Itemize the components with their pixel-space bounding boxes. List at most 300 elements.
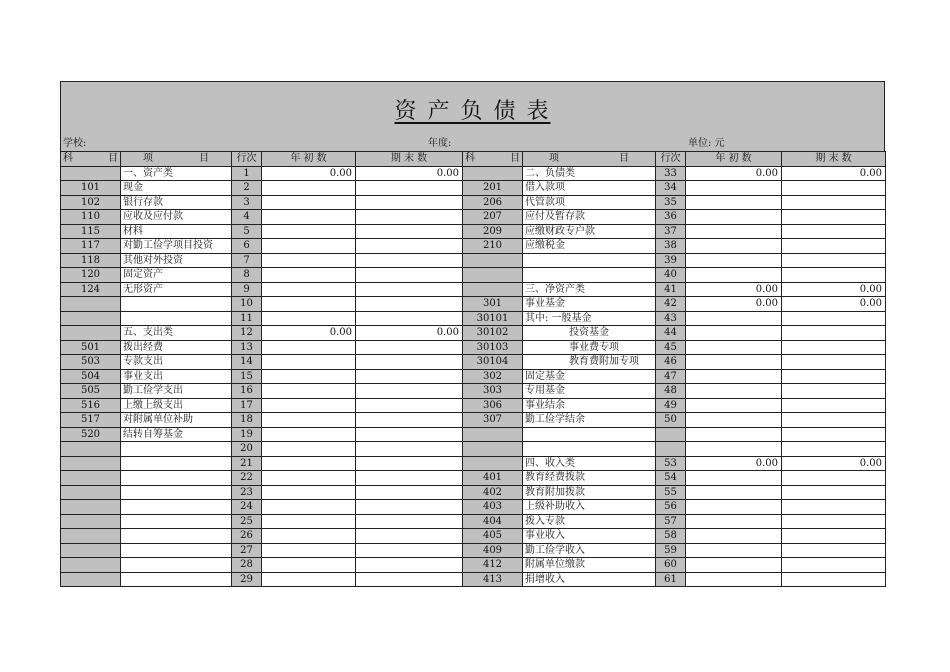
right-row-no-cell: 46 — [656, 355, 686, 370]
right-row-no-cell: 53 — [656, 456, 686, 471]
right-item-cell: 教育费附加专项 — [523, 355, 656, 370]
table-row — [61, 311, 886, 326]
right-end-cell[interactable]: 0.00 — [782, 282, 886, 297]
left-end-cell[interactable] — [356, 224, 463, 239]
left-end-cell[interactable] — [356, 340, 463, 355]
left-begin-cell[interactable] — [262, 514, 356, 529]
left-item-cell: 应收及应付款 — [121, 210, 232, 225]
table-row — [61, 471, 886, 486]
left-row-no-cell: 11 — [232, 311, 262, 326]
right-end-cell[interactable] — [782, 311, 886, 326]
header-row-no: 行次 — [232, 152, 262, 167]
right-row-no-cell: 39 — [656, 253, 686, 268]
right-begin-cell[interactable] — [686, 514, 782, 529]
header-subject: 科 目 — [61, 152, 121, 167]
right-begin-cell[interactable] — [686, 224, 782, 239]
right-end-cell[interactable] — [782, 558, 886, 573]
table-row — [61, 326, 886, 341]
left-row-no-cell: 6 — [232, 239, 262, 254]
left-end-cell[interactable] — [356, 311, 463, 326]
right-row-no-cell: 49 — [656, 398, 686, 413]
header-end: 期 末 数 — [356, 152, 463, 167]
left-row-no-cell: 9 — [232, 282, 262, 297]
table-row — [61, 369, 886, 384]
left-item-cell — [121, 442, 232, 457]
left-begin-cell[interactable] — [262, 210, 356, 225]
right-end-cell[interactable] — [782, 210, 886, 225]
right-end-cell[interactable] — [782, 326, 886, 341]
right-begin-cell[interactable] — [686, 311, 782, 326]
left-item-cell: 事业支出 — [121, 369, 232, 384]
right-item-cell: 教育附加拨款 — [523, 485, 656, 500]
left-begin-cell[interactable] — [262, 224, 356, 239]
left-end-cell[interactable]: 0.00 — [356, 166, 463, 181]
sheet-title: 资 产 负 债 表 — [394, 99, 551, 124]
left-row-no-cell: 2 — [232, 181, 262, 196]
left-end-cell[interactable] — [356, 384, 463, 399]
left-begin-cell[interactable] — [262, 239, 356, 254]
left-begin-cell[interactable] — [262, 558, 356, 573]
left-end-cell[interactable] — [356, 239, 463, 254]
right-code-cell: 30102 — [463, 326, 523, 341]
right-item-cell — [523, 427, 656, 442]
right-begin-cell[interactable] — [686, 485, 782, 500]
left-end-cell[interactable] — [356, 253, 463, 268]
right-end-cell[interactable] — [782, 427, 886, 442]
table-row — [61, 210, 886, 225]
table-row — [61, 427, 886, 442]
right-item-cell: 勤工俭学收入 — [523, 543, 656, 558]
left-end-cell[interactable] — [356, 195, 463, 210]
right-item-cell: 事业收入 — [523, 529, 656, 544]
right-item-cell: 事业基金 — [523, 297, 656, 312]
right-row-no-cell: 35 — [656, 195, 686, 210]
right-end-cell[interactable] — [782, 355, 886, 370]
right-end-cell[interactable] — [782, 442, 886, 457]
left-code-cell: 503 — [61, 355, 121, 370]
right-row-no-cell: 47 — [656, 369, 686, 384]
left-code-cell — [61, 500, 121, 515]
left-begin-cell[interactable] — [262, 456, 356, 471]
header-begin: 年 初 数 — [262, 152, 356, 167]
table-row — [61, 543, 886, 558]
left-code-cell — [61, 297, 121, 312]
right-item-cell — [523, 442, 656, 457]
right-end-cell[interactable] — [782, 529, 886, 544]
right-code-cell: 30101 — [463, 311, 523, 326]
right-item-cell: 二、负债类 — [523, 166, 656, 181]
right-row-no-cell: 55 — [656, 485, 686, 500]
left-begin-cell[interactable] — [262, 268, 356, 283]
right-end-cell[interactable] — [782, 500, 886, 515]
left-row-no-cell: 27 — [232, 543, 262, 558]
right-code-cell: 302 — [463, 369, 523, 384]
left-item-cell: 材料 — [121, 224, 232, 239]
right-code-cell — [463, 427, 523, 442]
table-row — [61, 253, 886, 268]
header-end: 期 末 数 — [782, 152, 886, 167]
right-begin-cell[interactable] — [686, 413, 782, 428]
left-end-cell[interactable] — [356, 210, 463, 225]
left-code-cell — [61, 529, 121, 544]
left-code-cell: 520 — [61, 427, 121, 442]
left-item-cell — [121, 297, 232, 312]
right-end-cell[interactable] — [782, 224, 886, 239]
right-begin-cell[interactable] — [686, 181, 782, 196]
right-code-cell: 413 — [463, 572, 523, 587]
right-row-no-cell: 42 — [656, 297, 686, 312]
right-row-no-cell: 37 — [656, 224, 686, 239]
right-code-cell: 301 — [463, 297, 523, 312]
left-code-cell: 517 — [61, 413, 121, 428]
table-row — [61, 456, 886, 471]
right-item-cell: 四、收入类 — [523, 456, 656, 471]
left-end-cell[interactable]: 0.00 — [356, 326, 463, 341]
right-item-cell: 代管款项 — [523, 195, 656, 210]
left-row-no-cell: 24 — [232, 500, 262, 515]
right-begin-cell[interactable]: 0.00 — [686, 456, 782, 471]
right-row-no-cell: 41 — [656, 282, 686, 297]
balance-table — [60, 151, 886, 587]
right-code-cell — [463, 456, 523, 471]
right-code-cell: 30103 — [463, 340, 523, 355]
right-begin-cell[interactable] — [686, 500, 782, 515]
right-item-cell: 捐增收入 — [523, 572, 656, 587]
left-row-no-cell: 3 — [232, 195, 262, 210]
right-item-cell: 拨入专款 — [523, 514, 656, 529]
left-begin-cell[interactable] — [262, 500, 356, 515]
right-begin-cell[interactable] — [686, 442, 782, 457]
left-code-cell — [61, 442, 121, 457]
left-item-cell — [121, 311, 232, 326]
left-item-cell — [121, 558, 232, 573]
left-row-no-cell: 12 — [232, 326, 262, 341]
right-item-cell — [523, 268, 656, 283]
left-item-cell: 勤工俭学支出 — [121, 384, 232, 399]
left-item-cell: 现金 — [121, 181, 232, 196]
left-end-cell[interactable] — [356, 514, 463, 529]
right-code-cell: 206 — [463, 195, 523, 210]
left-item-cell: 对附属单位补助 — [121, 413, 232, 428]
right-row-no-cell — [656, 427, 686, 442]
right-end-cell[interactable] — [782, 239, 886, 254]
left-item-cell: 无形资产 — [121, 282, 232, 297]
right-begin-cell[interactable]: 0.00 — [686, 297, 782, 312]
table-row — [61, 282, 886, 297]
left-item-cell — [121, 543, 232, 558]
table-row — [61, 355, 886, 370]
right-end-cell[interactable] — [782, 340, 886, 355]
left-begin-cell[interactable] — [262, 340, 356, 355]
left-row-no-cell: 18 — [232, 413, 262, 428]
right-end-cell[interactable] — [782, 471, 886, 486]
right-end-cell[interactable] — [782, 268, 886, 283]
right-begin-cell[interactable] — [686, 239, 782, 254]
left-end-cell[interactable] — [356, 181, 463, 196]
left-row-no-cell: 20 — [232, 442, 262, 457]
left-end-cell[interactable] — [356, 369, 463, 384]
year-label: 年度: — [428, 138, 452, 149]
left-begin-cell[interactable] — [262, 572, 356, 587]
right-begin-cell[interactable] — [686, 471, 782, 486]
header-row — [61, 152, 886, 167]
right-begin-cell[interactable] — [686, 210, 782, 225]
left-item-cell — [121, 529, 232, 544]
right-item-cell: 事业结余 — [523, 398, 656, 413]
left-code-cell: 115 — [61, 224, 121, 239]
table-row — [61, 572, 886, 587]
left-begin-cell[interactable] — [262, 384, 356, 399]
left-end-cell[interactable] — [356, 355, 463, 370]
right-code-cell: 303 — [463, 384, 523, 399]
right-item-cell: 勤工俭学结余 — [523, 413, 656, 428]
right-begin-cell[interactable]: 0.00 — [686, 282, 782, 297]
left-begin-cell[interactable] — [262, 413, 356, 428]
table-row — [61, 485, 886, 500]
left-end-cell[interactable] — [356, 543, 463, 558]
right-end-cell[interactable] — [782, 514, 886, 529]
left-item-cell: 银行存款 — [121, 195, 232, 210]
left-begin-cell[interactable] — [262, 195, 356, 210]
table-row — [61, 195, 886, 210]
right-end-cell[interactable] — [782, 369, 886, 384]
right-begin-cell[interactable] — [686, 427, 782, 442]
right-begin-cell[interactable] — [686, 398, 782, 413]
left-begin-cell[interactable] — [262, 543, 356, 558]
school-label: 学校: — [63, 138, 87, 149]
left-begin-cell[interactable] — [262, 398, 356, 413]
right-begin-cell[interactable] — [686, 572, 782, 587]
left-begin-cell[interactable] — [262, 369, 356, 384]
right-end-cell[interactable] — [782, 384, 886, 399]
right-begin-cell[interactable] — [686, 543, 782, 558]
left-code-cell: 117 — [61, 239, 121, 254]
table-row — [61, 442, 886, 457]
right-begin-cell[interactable] — [686, 558, 782, 573]
right-end-cell[interactable] — [782, 181, 886, 196]
left-code-cell — [61, 311, 121, 326]
table-row — [61, 398, 886, 413]
right-end-cell[interactable]: 0.00 — [782, 166, 886, 181]
right-row-no-cell: 61 — [656, 572, 686, 587]
left-code-cell — [61, 326, 121, 341]
left-begin-cell[interactable] — [262, 297, 356, 312]
right-begin-cell[interactable]: 0.00 — [686, 166, 782, 181]
right-row-no-cell: 60 — [656, 558, 686, 573]
meta-row — [60, 137, 885, 151]
right-item-cell: 固定基金 — [523, 369, 656, 384]
left-end-cell[interactable] — [356, 398, 463, 413]
right-row-no-cell: 40 — [656, 268, 686, 283]
left-begin-cell[interactable] — [262, 355, 356, 370]
left-code-cell: 110 — [61, 210, 121, 225]
left-item-cell: 上缴上级支出 — [121, 398, 232, 413]
right-code-cell — [463, 282, 523, 297]
left-code-cell — [61, 166, 121, 181]
right-item-cell: 事业费专项 — [523, 340, 656, 355]
right-row-no-cell: 59 — [656, 543, 686, 558]
right-code-cell: 401 — [463, 471, 523, 486]
left-item-cell: 固定资产 — [121, 268, 232, 283]
left-end-cell[interactable] — [356, 500, 463, 515]
right-item-cell: 其中: 一般基金 — [523, 311, 656, 326]
right-end-cell[interactable]: 0.00 — [782, 456, 886, 471]
left-row-no-cell: 8 — [232, 268, 262, 283]
left-code-cell: 504 — [61, 369, 121, 384]
left-end-cell[interactable] — [356, 427, 463, 442]
right-code-cell: 404 — [463, 514, 523, 529]
left-row-no-cell: 15 — [232, 369, 262, 384]
left-end-cell[interactable] — [356, 558, 463, 573]
right-row-no-cell: 43 — [656, 311, 686, 326]
left-end-cell[interactable] — [356, 268, 463, 283]
right-row-no-cell: 44 — [656, 326, 686, 341]
header-begin: 年 初 数 — [686, 152, 782, 167]
left-begin-cell[interactable]: 0.00 — [262, 166, 356, 181]
right-end-cell[interactable] — [782, 543, 886, 558]
right-code-cell: 207 — [463, 210, 523, 225]
left-code-cell — [61, 514, 121, 529]
right-end-cell[interactable]: 0.00 — [782, 297, 886, 312]
right-row-no-cell: 57 — [656, 514, 686, 529]
table-row — [61, 340, 886, 355]
table-row — [61, 268, 886, 283]
right-begin-cell[interactable] — [686, 529, 782, 544]
left-row-no-cell: 29 — [232, 572, 262, 587]
left-begin-cell[interactable] — [262, 311, 356, 326]
right-code-cell: 201 — [463, 181, 523, 196]
right-code-cell: 405 — [463, 529, 523, 544]
table-row — [61, 224, 886, 239]
left-code-cell: 120 — [61, 268, 121, 283]
right-code-cell — [463, 442, 523, 457]
left-code-cell: 501 — [61, 340, 121, 355]
left-row-no-cell: 13 — [232, 340, 262, 355]
left-end-cell[interactable] — [356, 471, 463, 486]
right-item-cell: 附属单位缴款 — [523, 558, 656, 573]
left-item-cell — [121, 456, 232, 471]
table-row — [61, 239, 886, 254]
right-begin-cell[interactable] — [686, 384, 782, 399]
header-item: 项 目 — [523, 152, 656, 167]
left-end-cell[interactable] — [356, 572, 463, 587]
right-begin-cell[interactable] — [686, 355, 782, 370]
right-code-cell — [463, 253, 523, 268]
left-code-cell — [61, 485, 121, 500]
left-code-cell: 101 — [61, 181, 121, 196]
right-row-no-cell: 48 — [656, 384, 686, 399]
left-begin-cell[interactable] — [262, 471, 356, 486]
right-code-cell: 306 — [463, 398, 523, 413]
table-row — [61, 529, 886, 544]
left-begin-cell[interactable] — [262, 427, 356, 442]
left-row-no-cell: 22 — [232, 471, 262, 486]
right-code-cell: 402 — [463, 485, 523, 500]
left-row-no-cell: 5 — [232, 224, 262, 239]
right-item-cell: 应缴税金 — [523, 239, 656, 254]
left-item-cell: 五、支出类 — [121, 326, 232, 341]
right-end-cell[interactable] — [782, 485, 886, 500]
right-row-no-cell: 38 — [656, 239, 686, 254]
right-item-cell: 应付及暂存款 — [523, 210, 656, 225]
table-row — [61, 384, 886, 399]
left-begin-cell[interactable] — [262, 282, 356, 297]
right-end-cell[interactable] — [782, 253, 886, 268]
right-end-cell[interactable] — [782, 572, 886, 587]
right-row-no-cell: 56 — [656, 500, 686, 515]
left-code-cell: 516 — [61, 398, 121, 413]
left-item-cell — [121, 500, 232, 515]
right-begin-cell[interactable] — [686, 326, 782, 341]
right-end-cell[interactable] — [782, 413, 886, 428]
right-end-cell[interactable] — [782, 398, 886, 413]
table-row — [61, 500, 886, 515]
left-begin-cell[interactable] — [262, 442, 356, 457]
right-row-no-cell: 34 — [656, 181, 686, 196]
right-code-cell: 403 — [463, 500, 523, 515]
left-row-no-cell: 14 — [232, 355, 262, 370]
left-end-cell[interactable] — [356, 456, 463, 471]
left-row-no-cell: 10 — [232, 297, 262, 312]
header-item: 项 目 — [121, 152, 232, 167]
left-item-cell — [121, 485, 232, 500]
table-row — [61, 166, 886, 181]
header-subject: 科 目 — [463, 152, 523, 167]
left-row-no-cell: 16 — [232, 384, 262, 399]
left-end-cell[interactable] — [356, 282, 463, 297]
left-item-cell: 专款支出 — [121, 355, 232, 370]
left-code-cell — [61, 558, 121, 573]
right-begin-cell[interactable] — [686, 369, 782, 384]
left-begin-cell[interactable] — [262, 529, 356, 544]
left-end-cell[interactable] — [356, 442, 463, 457]
right-code-cell: 307 — [463, 413, 523, 428]
left-begin-cell[interactable]: 0.00 — [262, 326, 356, 341]
right-begin-cell[interactable] — [686, 268, 782, 283]
left-code-cell: 124 — [61, 282, 121, 297]
left-row-no-cell: 28 — [232, 558, 262, 573]
left-code-cell: 505 — [61, 384, 121, 399]
right-row-no-cell: 50 — [656, 413, 686, 428]
right-code-cell: 30104 — [463, 355, 523, 370]
left-item-cell — [121, 471, 232, 486]
table-row — [61, 514, 886, 529]
right-item-cell: 专用基金 — [523, 384, 656, 399]
right-item-cell: 应缴财政专户款 — [523, 224, 656, 239]
right-end-cell[interactable] — [782, 195, 886, 210]
unit-label: 单位: 元 — [688, 138, 725, 149]
right-begin-cell[interactable] — [686, 195, 782, 210]
left-begin-cell[interactable] — [262, 485, 356, 500]
left-row-no-cell: 4 — [232, 210, 262, 225]
right-code-cell — [463, 268, 523, 283]
right-row-no-cell: 58 — [656, 529, 686, 544]
header-row-no: 行次 — [656, 152, 686, 167]
left-end-cell[interactable] — [356, 529, 463, 544]
right-begin-cell[interactable] — [686, 340, 782, 355]
left-end-cell[interactable] — [356, 485, 463, 500]
right-row-no-cell — [656, 442, 686, 457]
left-end-cell[interactable] — [356, 413, 463, 428]
left-code-cell — [61, 543, 121, 558]
right-begin-cell[interactable] — [686, 253, 782, 268]
left-begin-cell[interactable] — [262, 253, 356, 268]
right-item-cell: 借入款项 — [523, 181, 656, 196]
left-item-cell: 一、资产类 — [121, 166, 232, 181]
left-begin-cell[interactable] — [262, 181, 356, 196]
left-item-cell — [121, 514, 232, 529]
left-end-cell[interactable] — [356, 297, 463, 312]
